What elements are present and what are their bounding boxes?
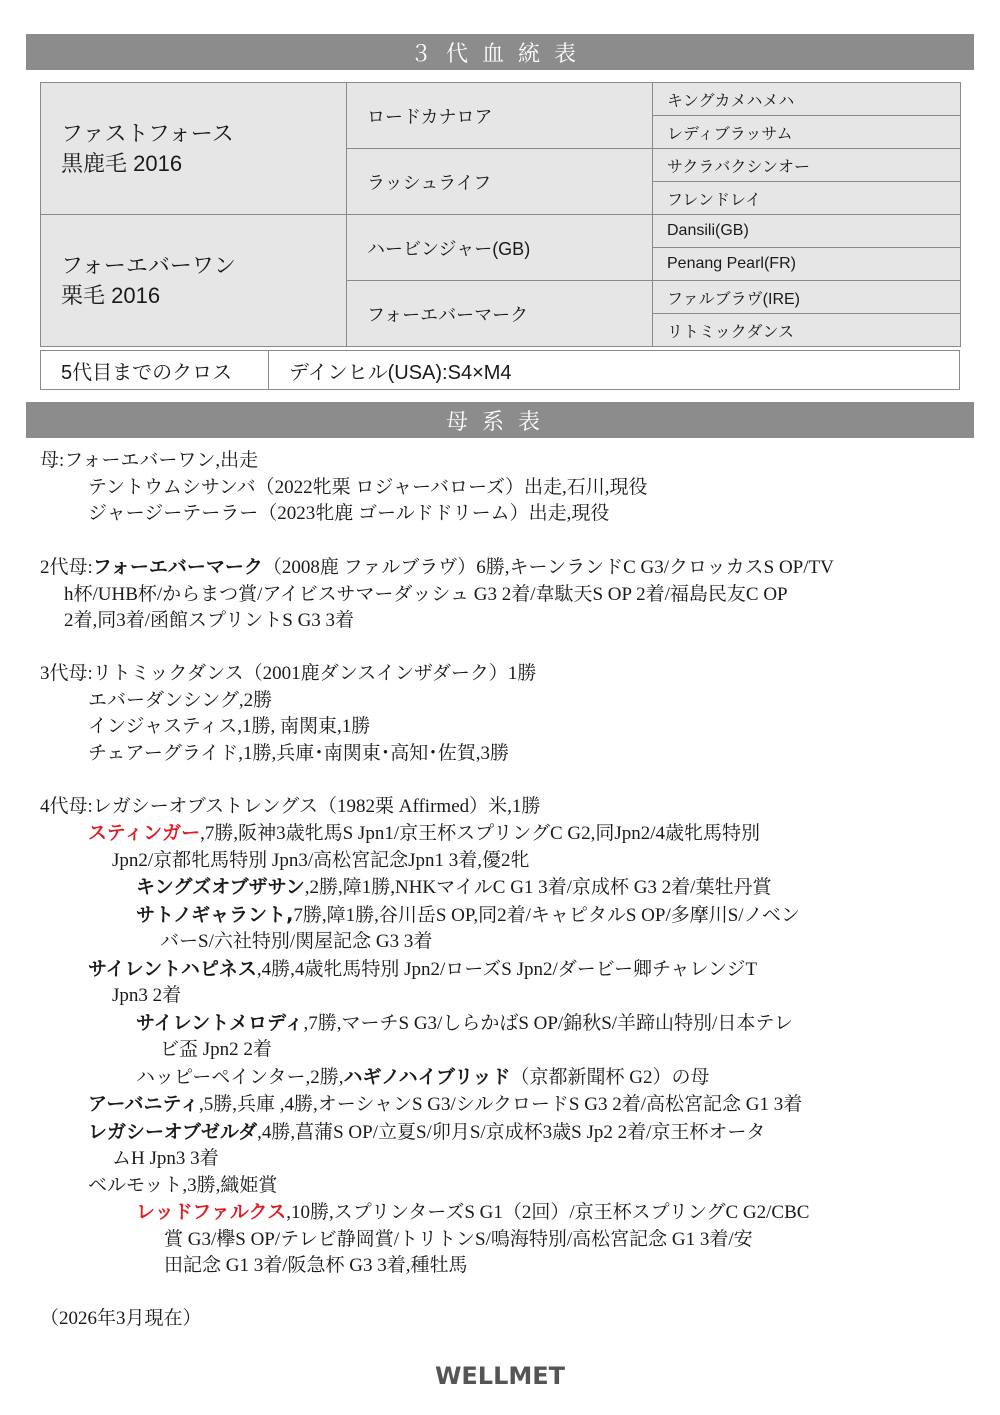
horse-record: ,10勝,スプリンターズS G1（2回）/京王杯スプリングC G2/CBC [286,1202,810,1223]
descendant-line [40,820,962,848]
dam2-prefix: 2代母: [40,557,93,578]
pedigree-header [26,34,974,70]
dam4-line: 4代母:レガシーオブストレングス（1982栗 Affirmed）米,1勝 [40,795,541,817]
sire-dam-sire: サクラバクシンオー [653,149,961,182]
sire-name: ファストフォース [61,120,234,146]
as-of-note: （2026年3月現在） [40,1308,202,1329]
descendant-line [40,956,962,984]
dam2-line [40,554,962,582]
horse-name: サイレントハピネス [88,957,257,980]
dam-name: フォーエバーワン [61,252,236,278]
descendant-line [40,902,962,930]
descendant-line [40,1119,962,1147]
horse-record: ,7勝,阪神3歳牝馬S Jpn1/京王杯スプリングC G2,同Jpn2/4歳牝馬特別 [200,823,761,844]
horse-name: ハギノハイブリッド [343,1065,511,1088]
horse-record: Jpn3 2着 [112,985,182,1006]
dam2-record: 2着,同3着/函館スプリントS G3 3着 [64,610,355,631]
descendant-line [40,1064,962,1092]
dam-dam-sire: ファルブラヴ(IRE) [653,281,961,314]
sire-sire-sire: キングカメハメハ [653,83,961,116]
horse-record: バーS/六社特別/関屋記念 G3 3着 [160,931,433,952]
cross-label: 5代目までのクロス [41,351,269,390]
horse-record: ,7勝,マーチS G3/しらかばS OP/錦秋S/羊蹄山特別/日本テレ [303,1012,793,1034]
horse-name: レッドファルクス [136,1201,287,1223]
inbreeding-cross-table [40,350,960,390]
horse-record: ,4勝,菖蒲S OP/立夏S/卯月S/京成杯3歳S Jp2 2着/京王杯オータ [257,1121,766,1143]
horse-name: レガシーオブゼルダ [88,1120,258,1143]
horse-record: ハッピーペインター,2勝, [136,1066,344,1088]
horse-record: 7勝,障1勝,谷川岳S OP,同2着/キャピタルS OP/多摩川S/ノベン [293,904,800,926]
pedigree-title: ３代血統表 [409,40,590,66]
dam-info: 栗毛 2016 [61,282,161,308]
dam3-line: 3代母:リトミックダンス（2001鹿ダンスインザダーク）1勝 [40,663,537,684]
dam-dam-name: フォーエバーマーク [347,281,653,347]
dam1-foal: テントウムシサンバ（2022牝栗 ロジャーバローズ）出走,石川,現役 [88,476,648,498]
family-header [26,402,974,438]
dam3-foal: インジャスティス,1勝, 南関東,1勝 [88,716,371,737]
family-table [40,448,962,1333]
dam1-foal: ジャージーテーラー（2023牝鹿 ゴールドドリーム）出走,現役 [88,503,610,524]
horse-record: ムH Jpn3 3着 [112,1148,219,1169]
descendant-line [40,1199,962,1227]
dam-dam-dam: リトミックダンス [653,314,961,347]
descendant-line: ベルモット,3勝,織姫賞 [88,1174,278,1196]
descendant-line [40,1091,962,1119]
dam1-line: 母:フォーエバーワン,出走 [40,450,259,471]
horse-name: アーバニティ [88,1093,199,1115]
cross-value: デインヒル(USA):S4×M4 [269,351,960,390]
dam2-name: フォーエバーマーク [92,556,263,578]
sire-info: 黒鹿毛 2016 [61,150,183,176]
horse-record: ,2勝,障1勝,NHKマイルC G1 3着/京成杯 G3 2着/葉牡丹賞 [304,877,772,898]
sire-cell [41,83,347,215]
dam3-foal: チェアーグライド,1勝,兵庫･南関東･高知･佐賀,3勝 [88,742,510,764]
sire-dam-name: ラッシュライフ [347,149,653,215]
dam-sire-dam: Penang Pearl(FR) [653,248,961,281]
horse-record: （京都新聞杯 G2）の母 [510,1066,710,1088]
family-title: 母系表 [445,408,554,434]
sire-dam-dam: フレンドレイ [653,182,961,215]
wellmet-logo: WELLMET [434,1362,566,1390]
horse-record: 賞 G3/欅S OP/テレビ静岡賞/トリトンS/鳴海特別/高松宮記念 G1 3着/安 [164,1228,753,1250]
horse-record: Jpn2/京都牝馬特別 Jpn3/高松宮記念Jpn1 3着,優2牝 [112,849,530,871]
descendant-line [40,1010,962,1038]
horse-name: サトノギャラント, [136,903,294,926]
sire-sire-dam: レディブラッサム [653,116,961,149]
horse-name: キングズオブザサン [136,876,305,898]
horse-name: スティンガー [88,822,201,844]
horse-record: 田記念 G1 3着/阪急杯 G3 3着,種牡馬 [164,1255,468,1276]
pedigree-table [40,82,961,347]
dam-sire-name: ハービンジャー(GB) [347,215,653,281]
horse-name: サイレントメロディ [136,1011,304,1034]
dam2-record: h杯/UHB杯/からまつ賞/アイビスサマーダッシュ G3 2着/韋駄天S OP 2着/福島民友C OP [64,583,788,605]
dam3-foal: エバーダンシング,2勝 [88,689,273,711]
descendant-line [40,874,962,902]
sire-sire-name: ロードカナロア [347,83,653,149]
horse-record: ,4勝,4歳牝馬特別 Jpn2/ローズS Jpn2/ダービー卿チャレンジT [256,958,758,980]
dam-cell [41,215,347,347]
dam2-record: （2008鹿 ファルブラヴ）6勝,キーンランドC G3/クロッカスS OP/TV [262,557,834,578]
dam-sire-sire: Dansili(GB) [653,215,961,248]
horse-record: ,5勝,兵庫 ,4勝,オーシャンS G3/シルクロードS G3 2着/高松宮記念 G1 3着 [198,1094,803,1115]
horse-record: ビ盃 Jpn2 2着 [160,1039,272,1060]
